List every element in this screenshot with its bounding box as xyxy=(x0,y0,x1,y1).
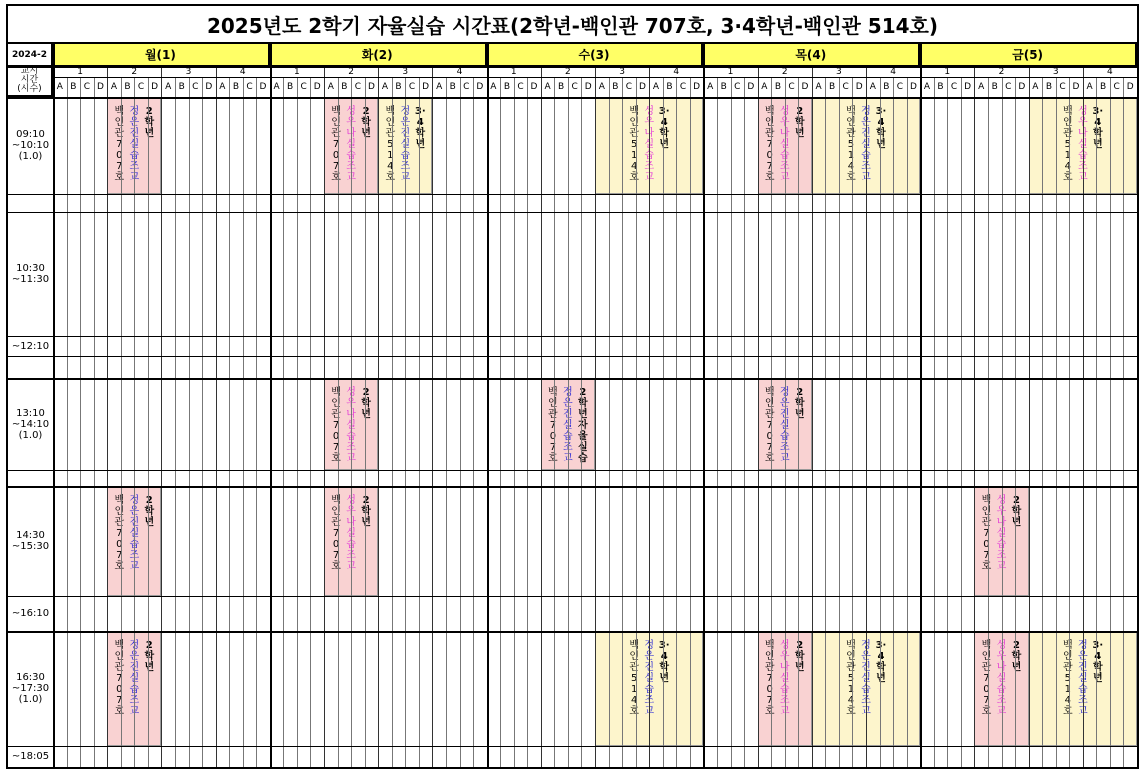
sub-column-letter: C xyxy=(300,82,307,92)
time-label: 10:30 ~11:30 xyxy=(11,263,50,285)
block-room: 백인관 514호 xyxy=(629,640,643,717)
sub-column-letter: A xyxy=(707,82,714,92)
grid-vline xyxy=(825,77,826,767)
sub-column-letter: D xyxy=(313,82,321,92)
sub-column-letter: C xyxy=(734,82,741,92)
grid-vline xyxy=(134,77,135,767)
grid-vline xyxy=(324,66,325,767)
grid-hline xyxy=(8,356,1137,357)
sub-column-letter: A xyxy=(1032,82,1039,92)
period-number: 1 xyxy=(510,66,517,77)
sub-column-letter: C xyxy=(1005,82,1012,92)
block-room: 백인관 514호 xyxy=(629,106,643,183)
sub-column-letter: B xyxy=(774,82,781,92)
grid-vline xyxy=(256,77,257,767)
sub-column-letter: B xyxy=(178,82,185,92)
block-grade: 2학년 xyxy=(1011,640,1022,673)
sub-column-letter: A xyxy=(327,82,334,92)
grid-vline xyxy=(907,77,908,767)
sub-column-letter: D xyxy=(801,82,809,92)
grid-vline xyxy=(798,77,799,767)
sub-column-letter: D xyxy=(205,82,213,92)
grid-vline xyxy=(161,66,162,767)
grid-vline xyxy=(690,77,691,767)
block-room: 백인관 707호 xyxy=(764,106,778,183)
grid-vline xyxy=(148,77,149,767)
grid-vline xyxy=(419,77,420,767)
grid-vline xyxy=(202,77,203,767)
sub-column-letter: B xyxy=(612,82,619,92)
sub-column-letter: D xyxy=(909,82,917,92)
grid-vline xyxy=(676,77,677,767)
period-number: 1 xyxy=(944,66,951,77)
block-teacher: 정은진 실습조교 xyxy=(563,387,576,464)
sub-column-letter: B xyxy=(232,82,239,92)
sub-column-letter: B xyxy=(1100,82,1107,92)
grid-hline xyxy=(8,66,1137,68)
row-header-label: 교시 시간 (시수) xyxy=(8,66,53,97)
grid-vline xyxy=(1042,77,1043,767)
sub-column-letter: D xyxy=(151,82,159,92)
block-grade: 2학년 xyxy=(361,495,371,528)
timetable-grid xyxy=(8,6,1137,767)
block-teacher: 정은진 실습조교 xyxy=(1077,640,1091,717)
grid-vline xyxy=(310,77,311,767)
period-number: 2 xyxy=(998,66,1005,77)
grid-vline xyxy=(852,77,853,767)
period-number: 2 xyxy=(348,66,354,77)
grid-vline xyxy=(581,77,582,767)
grid-hline xyxy=(8,470,1137,471)
grid-vline xyxy=(541,66,542,767)
grid-vline xyxy=(378,66,379,767)
block-room: 백인관 514호 xyxy=(1062,106,1076,183)
day-header: 목(4) xyxy=(703,44,920,66)
sub-column-letter: D xyxy=(693,82,701,92)
block-teacher: 성우나 실습조교 xyxy=(644,106,658,183)
grid-vline xyxy=(53,44,55,767)
block-grade: 2학년 xyxy=(794,640,805,673)
period-number: 1 xyxy=(77,66,83,77)
sub-column-letter: A xyxy=(652,82,660,92)
block-grade: 2학년 xyxy=(1011,495,1022,528)
sub-column-letter: B xyxy=(937,82,944,92)
grid-vline xyxy=(1015,77,1016,767)
grid-hline xyxy=(8,486,1137,488)
block-teacher: 정은진 실습조교 xyxy=(400,106,414,183)
sub-column-letter: B xyxy=(991,82,998,92)
grid-vline xyxy=(893,77,894,767)
sub-column-letter: A xyxy=(273,82,280,92)
block-teacher: 정은진 실습조교 xyxy=(861,640,874,717)
grid-vline xyxy=(1056,77,1057,767)
grid-vline xyxy=(717,77,718,767)
block-teacher: 정은진 실습조교 xyxy=(129,640,143,717)
sub-column-letter: C xyxy=(246,82,253,92)
grid-hline xyxy=(8,378,1137,380)
time-label: 16:30 ~17:30 (1.0) xyxy=(11,672,50,705)
grid-vline xyxy=(731,77,732,767)
grid-vline xyxy=(175,77,176,767)
grid-vline xyxy=(432,66,433,767)
block-teacher: 정은진 실습조교 xyxy=(861,106,874,183)
sub-column-letter: A xyxy=(978,82,985,92)
grid-vline xyxy=(636,77,637,767)
grid-vline xyxy=(392,77,393,767)
sub-column-letter: B xyxy=(287,82,294,92)
block-teacher: 정은진 실습조교 xyxy=(644,640,658,717)
period-number: 3 xyxy=(402,66,409,77)
block-grade: 2학년 xyxy=(794,106,805,139)
sub-column-letter: A xyxy=(436,82,443,92)
block-teacher: 정은진 실습조교 xyxy=(129,106,143,183)
grid-hline xyxy=(8,212,1137,213)
period-number: 2 xyxy=(565,66,571,77)
grid-vline xyxy=(243,77,244,767)
block-grade: 2학년 xyxy=(144,495,155,528)
sub-column-letter: D xyxy=(1126,82,1134,92)
sub-column-letter: D xyxy=(747,82,755,92)
block-teacher: 성우나 실습조교 xyxy=(346,495,360,572)
sub-column-letter: D xyxy=(1072,82,1080,92)
grid-vline xyxy=(446,77,447,767)
sub-column-letter: A xyxy=(544,82,551,92)
grid-vline xyxy=(229,77,230,767)
grid-vline xyxy=(758,66,759,767)
block-room: 백인관 707호 xyxy=(764,640,778,717)
grid-vline xyxy=(405,77,406,767)
sub-column-letter: C xyxy=(354,82,362,92)
sub-column-letter: A xyxy=(761,82,768,92)
period-number: 4 xyxy=(890,66,896,77)
grid-vline xyxy=(568,77,569,767)
time-label: ~16:10 xyxy=(11,608,50,619)
sub-column-letter: C xyxy=(625,82,633,92)
sub-column-letter: D xyxy=(638,82,646,92)
grid-vline xyxy=(554,77,555,767)
block-grade: 2학년 xyxy=(361,106,371,139)
grid-vline xyxy=(961,77,962,767)
sub-column-letter: B xyxy=(829,82,836,92)
grid-vline xyxy=(744,77,745,767)
block-grade: 3·4학년 xyxy=(658,106,670,150)
grid-vline xyxy=(703,44,705,767)
block-room: 백인관 707호 xyxy=(981,640,995,717)
grid-vline xyxy=(880,77,881,767)
period-number: 2 xyxy=(781,66,788,77)
grid-vline xyxy=(622,77,623,767)
sub-column-letter: C xyxy=(192,82,199,92)
block-grade: 2학년 xyxy=(361,387,371,420)
period-number: 4 xyxy=(673,66,680,77)
grid-vline xyxy=(189,77,190,767)
grid-vline xyxy=(487,44,489,767)
grid-vline xyxy=(1123,77,1124,767)
grid-hline xyxy=(53,77,1137,78)
block-teacher: 성우나 실습조교 xyxy=(779,106,793,183)
grid-hline xyxy=(8,336,1137,337)
sub-column-letter: A xyxy=(869,82,876,92)
grid-vline xyxy=(67,77,68,767)
grid-vline xyxy=(365,77,366,767)
block-room: 백인관 707호 xyxy=(331,387,345,464)
block-grade: 2학년 xyxy=(794,387,805,420)
grid-vline xyxy=(1083,66,1084,767)
day-header: 월(1) xyxy=(53,44,270,66)
block-teacher: 성우나 실습조교 xyxy=(996,640,1010,717)
block-grade: 3·4학년 xyxy=(658,640,670,684)
sub-column-letter: C xyxy=(842,82,849,92)
grid-vline xyxy=(297,77,298,767)
time-label: 13:10 ~14:10 (1.0) xyxy=(11,407,50,441)
sub-column-letter: D xyxy=(476,82,484,92)
sub-column-letter: C xyxy=(1059,82,1066,92)
grid-vline xyxy=(1096,77,1097,767)
sub-column-letter: C xyxy=(571,82,578,92)
sub-column-letter: B xyxy=(341,82,348,92)
time-label: ~18:05 xyxy=(11,751,50,762)
sub-column-letter: C xyxy=(517,82,524,92)
grid-vline xyxy=(80,77,81,767)
period-number: 3 xyxy=(185,66,192,77)
grid-vline xyxy=(1029,66,1030,767)
sub-column-letter: D xyxy=(855,82,863,92)
block-room: 백인관 707호 xyxy=(764,387,778,464)
grid-vline xyxy=(663,77,664,767)
sub-column-letter: C xyxy=(83,82,91,92)
block-grade: 3·4학년 xyxy=(1092,640,1104,684)
period-number: 4 xyxy=(1107,66,1113,77)
sub-column-letter: A xyxy=(923,82,931,92)
grid-hline xyxy=(8,194,1137,195)
grid-hline xyxy=(8,746,1137,747)
block-grade: 3·4학년 xyxy=(1092,106,1104,150)
sub-column-letter: A xyxy=(815,82,822,92)
grid-vline xyxy=(649,66,650,767)
sub-column-letter: A xyxy=(490,82,497,92)
period-number: 4 xyxy=(456,66,463,77)
grid-vline xyxy=(216,66,217,767)
period-number: 2 xyxy=(131,66,138,77)
block-teacher: 정은진 실습조교 xyxy=(129,495,143,572)
grid-vline xyxy=(934,77,935,767)
sub-column-letter: D xyxy=(96,82,104,92)
block-grade: 2학년 자율실습 xyxy=(578,387,592,464)
grid-vline xyxy=(1110,77,1111,767)
period-number: 3 xyxy=(619,66,625,77)
time-label: 09:10 ~10:10 (1.0) xyxy=(11,129,50,162)
grid-vline xyxy=(920,44,922,767)
grid-hline xyxy=(8,596,1137,597)
grid-vline xyxy=(595,66,596,767)
sub-column-letter: C xyxy=(1113,82,1120,92)
sub-column-letter: A xyxy=(56,82,63,92)
sub-column-letter: C xyxy=(137,82,145,92)
sub-column-letter: A xyxy=(219,82,226,92)
grid-vline xyxy=(609,77,610,767)
sub-column-letter: D xyxy=(964,82,972,92)
block-room: 백인관 707호 xyxy=(114,495,128,572)
grid-vline xyxy=(785,77,786,767)
grid-vline xyxy=(270,44,272,767)
sub-column-letter: B xyxy=(720,82,727,92)
block-room: 백인관 707호 xyxy=(331,495,345,572)
sub-column-letter: A xyxy=(381,82,389,92)
grid-vline xyxy=(1137,44,1139,767)
sub-column-letter: B xyxy=(666,82,673,92)
block-room: 백인관 707호 xyxy=(114,640,128,717)
sub-column-letter: B xyxy=(124,82,131,92)
block-grade: 3·4학년 xyxy=(875,640,887,684)
block-teacher: 정은진 실습조교 xyxy=(779,387,793,464)
page-title: 2025년도 2학기 자율실습 시간표(2학년-백인관 707호, 3·4학년-백인관 514호) xyxy=(8,6,1137,44)
block-teacher: 성우나 실습조교 xyxy=(346,387,360,464)
block-teacher: 성우나 실습조교 xyxy=(779,640,793,717)
block-grade: 2학년 xyxy=(144,106,155,139)
sub-column-letter: A xyxy=(165,82,172,92)
grid-vline xyxy=(283,77,284,767)
grid-vline xyxy=(988,77,989,767)
sub-column-letter: D xyxy=(422,82,430,92)
grid-vline xyxy=(812,66,813,767)
block-room: 백인관 514호 xyxy=(846,106,859,183)
block-teacher: 성우나 실습조교 xyxy=(996,495,1010,572)
block-room: 백인관 514호 xyxy=(846,640,859,717)
period-number: 1 xyxy=(294,66,300,77)
block-grade: 2학년 xyxy=(144,640,155,673)
block-teacher: 성우나 실습조교 xyxy=(346,106,360,183)
sub-column-letter: B xyxy=(503,82,510,92)
block-room: 백인관 707호 xyxy=(331,106,345,183)
sub-column-letter: D xyxy=(259,82,267,92)
grid-vline xyxy=(121,77,122,767)
sub-column-letter: A xyxy=(110,82,118,92)
sub-column-letter: D xyxy=(367,82,375,92)
sub-column-letter: C xyxy=(896,82,904,92)
sub-column-letter: A xyxy=(598,82,605,92)
sub-column-letter: B xyxy=(395,82,402,92)
grid-vline xyxy=(527,77,528,767)
day-header: 수(3) xyxy=(487,44,704,66)
grid-vline xyxy=(947,77,948,767)
sub-column-letter: D xyxy=(530,82,538,92)
period-number: 3 xyxy=(836,66,842,77)
grid-vline xyxy=(866,66,867,767)
grid-vline xyxy=(514,77,515,767)
corner-label: 2024-2 xyxy=(8,44,53,66)
period-number: 3 xyxy=(1052,66,1059,77)
sub-column-letter: C xyxy=(950,82,958,92)
grid-vline xyxy=(500,77,501,767)
block-room: 백인관 707호 xyxy=(981,495,995,572)
sub-column-letter: B xyxy=(449,82,456,92)
time-label: ~12:10 xyxy=(11,340,50,352)
sub-column-letter: C xyxy=(408,82,416,92)
grid-vline xyxy=(1069,77,1070,767)
sub-column-letter: C xyxy=(788,82,795,92)
sub-column-letter: C xyxy=(679,82,687,92)
block-grade: 3·4학년 xyxy=(414,106,426,150)
grid-vline xyxy=(351,77,352,767)
grid-vline xyxy=(94,77,95,767)
sub-column-letter: B xyxy=(1045,82,1052,92)
grid-hline xyxy=(8,97,1137,99)
grid-vline xyxy=(1002,77,1003,767)
grid-vline xyxy=(338,77,339,767)
sub-column-letter: B xyxy=(558,82,565,92)
sub-column-letter: D xyxy=(584,82,592,92)
day-header: 금(5) xyxy=(920,44,1137,66)
block-room: 백인관 707호 xyxy=(548,387,561,464)
period-number: 4 xyxy=(239,66,246,77)
block-room: 백인관 707호 xyxy=(114,106,128,183)
sub-column-letter: C xyxy=(463,82,470,92)
grid-vline xyxy=(974,66,975,767)
grid-vline xyxy=(771,77,772,767)
block-teacher: 성우나 실습조교 xyxy=(1077,106,1091,183)
timetable-sheet xyxy=(6,4,1139,769)
sub-column-letter: B xyxy=(70,82,77,92)
grid-hline xyxy=(8,631,1137,633)
block-room: 백인관 514호 xyxy=(385,106,399,183)
sub-column-letter: A xyxy=(1086,82,1093,92)
block-room: 백인관 514호 xyxy=(1062,640,1076,717)
block-grade: 3·4학년 xyxy=(875,106,887,150)
grid-vline xyxy=(839,77,840,767)
period-number: 1 xyxy=(727,66,734,77)
sub-column-letter: D xyxy=(1018,82,1026,92)
time-label: 14:30 ~15:30 xyxy=(11,530,50,552)
day-header: 화(2) xyxy=(270,44,487,66)
grid-vline xyxy=(107,66,108,767)
sub-column-letter: B xyxy=(883,82,890,92)
grid-vline xyxy=(473,77,474,767)
grid-vline xyxy=(460,77,461,767)
grid-hline xyxy=(8,767,1137,768)
